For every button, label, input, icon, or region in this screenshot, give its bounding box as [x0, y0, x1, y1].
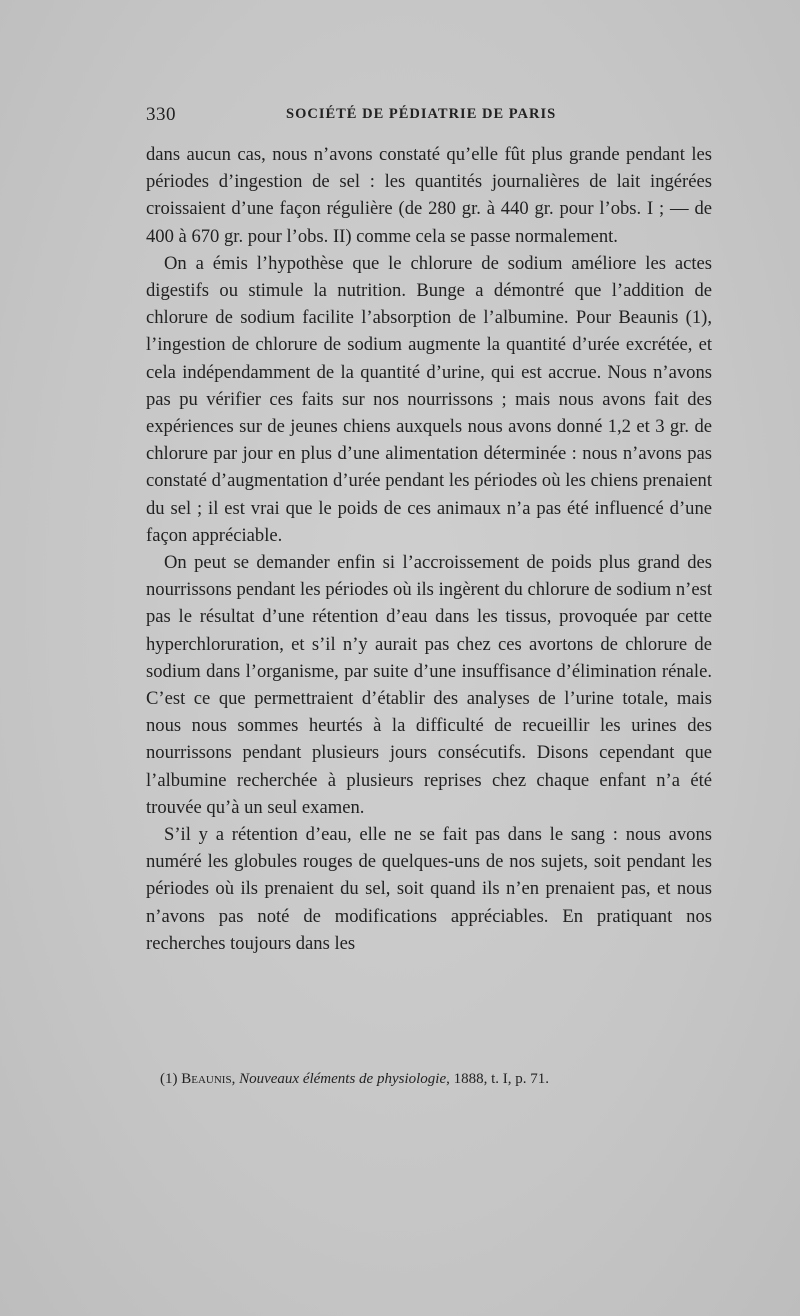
footnote-marker: (1) — [160, 1071, 178, 1087]
page-header — [146, 104, 712, 132]
paragraph-3: On peut se demander enfin si l’accroissement de poids plus grand des nourrissons pendant les périodes où ils ingèrent du chlorure de sodium n’est pas le résultat d’une rétention d’eau dans les tissus, provoquée par cette hyperchloruration, et s’il n’y aurait pas chez ces avortons de chlorure de sodium dans l’organisme, par suite d’une insuffisance d’élimination rénale. C’est ce que permettraient d’établir des analyses de l’urine totale, mais nous nous sommes heurtés à la difficulté de recueillir les urines des nourrissons pendant plusieurs jours consécutifs. Disons cependant que l’albumine recherchée à plusieurs reprises chez chaque enfant n’a été trouvée qu’à un seul examen. — [146, 552, 712, 818]
footnote-details: , 1888, t. I, p. 71. — [446, 1071, 550, 1087]
paragraph-1: dans aucun cas, nous n’avons constaté qu’elle fût plus grande pendant les périodes d’ingestion de sel : les quantités journalières de lait ingérées croissaient d’une façon régulière (de 280 gr. à 440 gr. pour l’obs. I ; — de 400 à 670 gr. pour l’obs. II) comme cela se passe normalement. — [146, 144, 712, 247]
paragraph-2: On a émis l’hypothèse que le chlorure de sodium améliore les actes digestifs ou stimule la nutrition. Bunge a démontré que l’addition de chlorure de sodium facilite l’absorption de l’albumine. Pour Beaunis (1), l’ingestion de chlorure de sodium augmente la quantité d’urée excrétée, et cela indépendamment de la quantité d’urine, qui est accrue. Nous n’avons pas pu vérifier ces faits sur nos nourrissons ; mais nous avons fait des expériences sur de jeunes chiens auxquels nous avons donné 1,2 et 3 gr. de chlorure par jour en plus d’une alimentation déterminée : nous n’avons pas constaté d’augmentation d’urée pendant les périodes où les chiens prenaient du sel ; il est vrai que le poids de ces animaux n’a pas été influencé d’une façon appréciable. — [146, 252, 712, 546]
body-text — [146, 141, 712, 957]
paragraph-4: S’il y a rétention d’eau, elle ne se fait pas dans le sang : nous avons numéré les globules rouges de quelques-uns de nos sujets, soit pendant les périodes où ils prenaient du sel, soit quand ils n’en prenaient pas, et nous n’avons pas noté de modifications appréciables. En pratiquant nos recherches toujours dans les — [146, 824, 712, 954]
footnote-title: Nouveaux éléments de physiologie — [239, 1071, 447, 1087]
running-title: SOCIÉTÉ DE PÉDIATRIE DE PARIS — [286, 106, 557, 122]
footnote: (1) Beaunis, Nouveaux éléments de physiologie, 1888, t. I, p. 71. — [160, 1071, 550, 1087]
page-number: 330 — [146, 104, 176, 125]
footnote-author: Beaunis — [181, 1071, 232, 1087]
